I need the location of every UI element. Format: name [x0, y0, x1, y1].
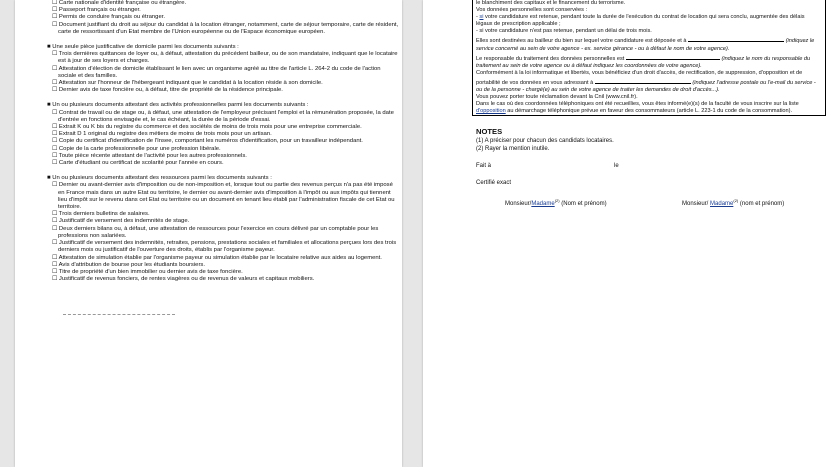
list-item: ☐ Copie du certificat d'identification de l'Insee, comportant les numéros d'identification, pour un travailleur indépendant. — [52, 138, 363, 145]
list-item: ☐ Attestation de simulation établie par l'organisme payeur ou simulation établie par le locataire relative aux aides au logement. — [52, 254, 382, 261]
list-item: ☐ Extrait K ou K bis du registre du commerce et des sociétés de moins de trois mois pour une entreprise commerciale. — [52, 124, 362, 131]
box-line: Elles sont destinées au bailleur du bien sur lequel votre candidature est déposée et à (indiquez le service concerné au sein de votre agence - ex. service gérance - ou à défaut le nom de votre agence). — [476, 35, 822, 52]
data-protection-box — [472, 0, 826, 116]
list-item: ☐ Justificatif de revenus fonciers, de rentes viagères ou de revenus de valeurs et capitaux mobiliers. — [52, 276, 315, 283]
section-divider — [63, 314, 175, 315]
note-2: (2) Rayer la mention inutile. — [476, 146, 550, 152]
list-item: ☐ Dernier ou avant-dernier avis d'imposition ou de non-imposition et, lorsque tout ou partie des revenus perçus n'a pas été imposé en France mais dans un autre Etat ou territoire, le dernier ou avant-dernier avis d'imposition à l'impôt ou aux impôts qui tiennent lieu d'impôt sur le revenu dans cet Etat ou territoire ou un document en tenant lieu établi par l'administration fiscale de cet Etat ou territoire. — [52, 182, 395, 211]
list-item: ☐ Avis d'attribution de bourse pour les étudiants boursiers. — [52, 261, 205, 268]
box-line: Le responsable du traitement des données personnelles est (indiquez le nom du responsable du traitement au sein de votre agence ou à défaut indiquez les coordonnées de votre agence). — [476, 53, 822, 70]
resources-heading: ■ Un ou plusieurs documents attestant des ressources parmi les documents suivants : — [47, 175, 272, 182]
domicile-heading: ■ Une seule pièce justificative de domicile parmi les documents suivants : — [47, 44, 239, 51]
list-item: ☐ Contrat de travail ou de stage ou, à défaut, une attestation de l'employeur précisant l'emploi et la rémunération proposée, la date d'entrée en fonctions envisagée et, le cas échéant, la durée de la période d'essai. — [52, 109, 394, 123]
notes-title: NOTES — [476, 127, 503, 136]
box-line: - si votre candidature n'est pas retenue, pendant un délai de trois mois. — [476, 28, 652, 35]
list-item: ☐ Permis de conduire français ou étranger. — [52, 14, 166, 21]
blank-field[interactable] — [595, 77, 691, 84]
list-item: ☐ Dernier avis de taxe foncière ou, à défaut, titre de propriété de la résidence principale. — [52, 87, 283, 94]
list-item: ☐ Carte d'étudiant ou certificat de scolarité pour l'année en cours. — [52, 160, 224, 167]
document-page-left — [15, 0, 402, 467]
box-line: Vous pouvez porter toute réclamation devant la Cnil (www.cnil.fr). — [476, 94, 638, 101]
fait-a-label: Fait à — [476, 163, 492, 169]
le-label: le — [614, 163, 619, 169]
list-item: ☐ Carte nationale d'identité française ou étrangère. — [52, 0, 187, 6]
box-line: Vos données personnelles sont conservées : — [476, 7, 588, 14]
blank-field[interactable] — [688, 35, 784, 42]
note-1: (1) A préciser pour chacun des candidats locataires. — [476, 138, 614, 144]
blank-field[interactable] — [626, 53, 720, 60]
professional-heading: ■ Un ou plusieurs documents attestant des activités professionnelles parmi les documents suivants : — [47, 102, 309, 109]
list-item: ☐ Trois derniers bulletins de salaires. — [52, 211, 150, 218]
signature-2: Monsieur/ Madame$^{(2)}$ (nom et prénom) — [682, 198, 785, 207]
list-item: ☐ Attestation d'élection de domicile établissant le lien avec un organisme agréé au titre de l'article L. 264-2 du code de l'action sociale et des familles. — [52, 65, 381, 79]
box-line: Conformément à la loi informatique et libertés, vous bénéficiez d'un droit d'accès, de rectification, de suppression, d'opposition et de portabilité de vos données en vous adressant à (indiquez l'adresse postale ou l'e-mail du service - ou de la personne - chargé(e) au sein de votre agence de traiter les demandes de droit d'accès...). — [476, 69, 816, 94]
list-item: ☐ Copie de la carte professionnelle pour une profession libérale. — [52, 145, 221, 152]
box-line: Dans le cas où des coordonnées téléphoniques ont été recueillies, vous êtes informé(e)(s) de la faculté de vous inscrire sur la liste d'opposition au démarchage téléphonique prévue en faveur des consommateurs (article L. 223-1 du code de la consommation). — [476, 101, 799, 115]
list-item: ☐ Document justifiant du droit au séjour du candidat à la location étranger, notamment, carte de séjour temporaire, carte de résident, carte de ressortissant d'un Etat membre de l'Union européenne ou de l'Espace économique européen. — [52, 21, 399, 35]
identity-documents-list — [47, 0, 399, 283]
list-item: ☐ Extrait D 1 original du registre des métiers de moins de trois mois pour un artisan. — [52, 131, 272, 138]
list-item: ☐ Titre de propriété d'un bien immobilier ou dernier avis de taxe foncière. — [52, 268, 243, 275]
list-item: ☐ Toute pièce récente attestant de l'activité pour les autres professionnels. — [52, 152, 247, 159]
box-line: - si votre candidature est retenue, pendant toute la durée de l'exécution du contrat de location qui sera conclu, augmentée des délais légaux de prescription applicable ; — [476, 14, 805, 28]
box-line: le blanchiment des capitaux et le financement du terrorisme. — [476, 0, 626, 6]
list-item: ☐ Deux derniers bilans ou, à défaut, une attestation de ressources pour l'exercice en cours délivré par un comptable pour les professions non salariées. — [52, 225, 379, 239]
list-item: ☐ Attestation sur l'honneur de l'hébergeant indiquant que le candidat à la location réside à son domicile. — [52, 80, 323, 87]
list-item: ☐ Justificatif de versement des indemnités de stage. — [52, 218, 190, 225]
signature-1: Monsieur/Madame$^{(2)}$ (Nom et prénom) — [505, 198, 607, 207]
list-item: ☐ Justificatif de versement des indemnités, retraites, pensions, prestations sociales et familiales et allocations perçues lors des trois derniers mois ou justificatif de l'ouverture des droits, établis par l'organisme payeur. — [52, 240, 397, 254]
list-item: ☐ Trois dernières quittances de loyer ou, à défaut, attestation du précédent bailleur, ou de son mandataire, indiquant que le locataire est à jour de ses loyers et charges. — [52, 51, 398, 65]
certifie-exact: Certifié exact — [476, 180, 512, 186]
list-item: ☐ Passeport français ou étranger. — [52, 7, 141, 14]
